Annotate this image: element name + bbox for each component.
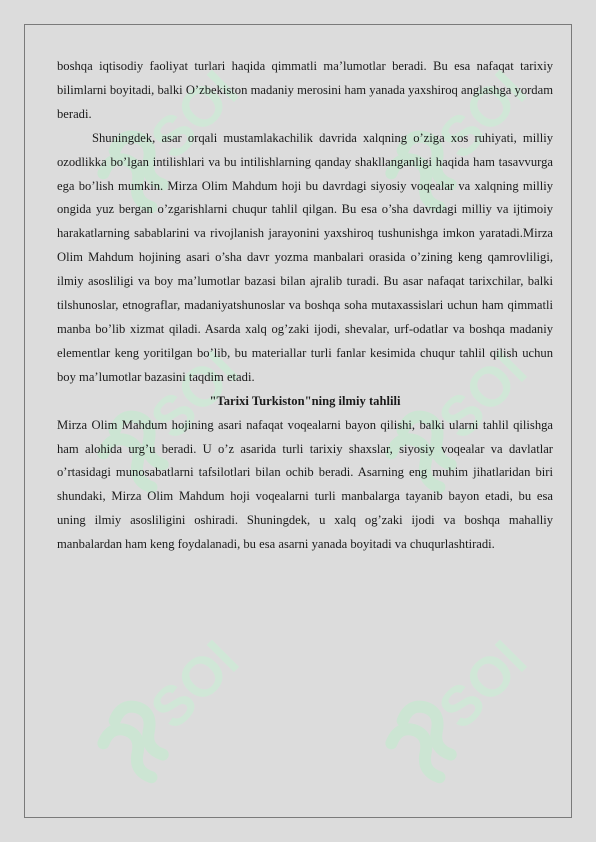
svg-text:SOFF: SOFF — [138, 616, 266, 741]
svg-text:SOFF: SOFF — [426, 326, 554, 451]
document-body — [57, 55, 553, 557]
svg-text:SOFF: SOFF — [426, 616, 554, 741]
body-paragraph: Mirza Olim Mahdum hojining asari nafaqat voqealarni bayon qilishi, balki ularni tahlil qilishga ham alohida urg’u beradi. U o’z asarida turli tarixiy shaxslar, siyosiy voqealar va davlatlar o’rtasidagi munosabatlarni tafsilotlari bilan ochib beradi. Asarning eng muhim jihatlaridan biri shundaki, Mirza Olim Mahdum hoji voqealarni turli manbalarga tayanib bayon etadi, bu esa uning ilmiy asosliligini oshiradi. Shuningdek, u xalq og’zaki ijodi va boshqa mahalliy manbalardan ham keng foydalanadi, bu esa asarni yanada boyitadi va chuqurlashtiradi. — [57, 417, 553, 552]
section-heading: "Tarixi Turkiston"ning ilmiy tahlili — [209, 393, 401, 408]
svg-text:SOFF: SOFF — [138, 46, 266, 171]
body-paragraph: boshqa iqtisodiy faoliyat turlari haqida qimmatli ma’lumotlar beradi. Bu esa nafaqat tarixiy bilimlarni boyitadi, balki O’zbekiston madaniy merosini ham yanada yaxshiroq anglashga yordam beradi. — [57, 59, 553, 121]
svg-text:SOFF: SOFF — [426, 46, 554, 171]
svg-text:SOFF: SOFF — [138, 326, 266, 451]
body-paragraph: Shuningdek, asar orqali mustamlakachilik davrida xalqning o’ziga xos ruhiyati, milliy ozodlikka bo’lgan intilishlari va bu intilishlarning qanday shakllanganligi haqida ham tasavvurga ega bo’lish mumkin. Mirza Olim Mahdum hoji bu davrdagi siyosiy voqealar va xalqning milliy ongida yuz bergan o’zgarishlarni chuqur tahlil qilgan. Bu esa o’sha davrdagi milliy va ijtimoiy harakatlarning sabablarini va rivojlanish jarayonini yaxshiroq tushunishga imkon yaratadi.Mirza Olim Mahdum hojining asari o’sha davr yozma manbalari orasida o’zining keng qamrovliligi, ilmiy asosliligi va boy ma’lumotlar bazasi bilan ajralib turadi. Bu asar nafaqat tarixchilar, balki tilshunoslar, etnograflar, madaniyatshunoslar va boshqa soha mutaxassislari uchun ham qimmatli manba bo’lib xizmat qiladi. Asarda xalq og’zaki ijodi, shevalar, urf-odatlar va boshqa madaniy elementlar keng yoritilgan bo’lib, bu materiallar turli fanlar kesimida chuqur tahlil qilish uchun boy ma’lumotlar bazasini taqdim etadi. — [57, 130, 553, 384]
